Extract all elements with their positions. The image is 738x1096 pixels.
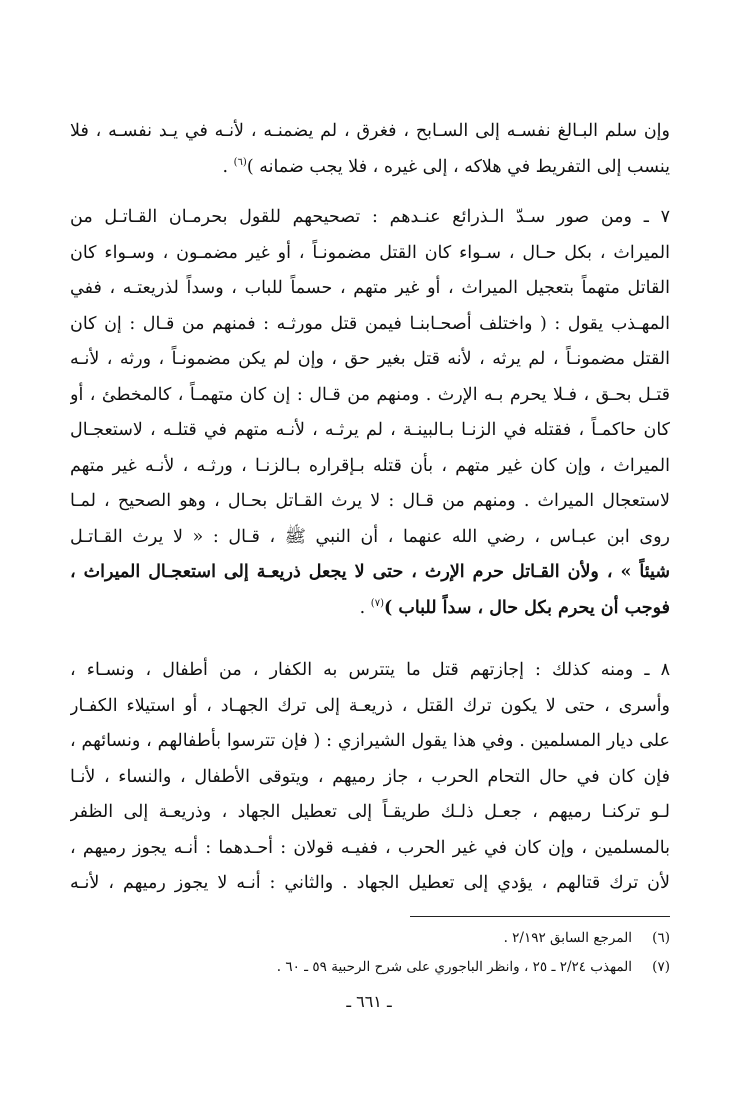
paragraph-1 (70, 114, 670, 185)
text-line: وإن سلم البـالغ نفسـه إلى السـابح ، فغرق ، لم يضمنـه ، لأنـه في يـد نفسـه ، فلا (70, 121, 670, 141)
text-line: ٨ ـ ومنه كذلك : إجازتهم قتل ما يتترس به الكفار ، من أطفال ، ونسـاء ، (70, 660, 670, 680)
text-line: على ديار المسلمين . وفي هذا يقول الشيرازي : ( فإن تترسوا بأطفالهم ، ونسائهم ، (70, 731, 670, 751)
footnote-number: (٧) (652, 959, 670, 975)
footnote-number: (٦) (652, 930, 670, 946)
footnote-text: المرجع السابق ٢/١٩٢ . (503, 930, 632, 946)
text-line: ٧ ـ ومن صور سـدّ الـذرائع عنـدهم : تصحيحهم للقول بحرمـان القـاتـل من (70, 207, 670, 227)
footnotes (70, 924, 670, 982)
text-line: لأن ترك قتالهم ، يؤدي إلى تعطيل الجهاد . والثاني : أنـه لا يجوز رميهم ، لأنـه (70, 873, 670, 893)
text-line-bold: شيئاً » ، ولأن القـاتل حرم الإرث ، حتى لا يجعل ذريعـة إلى استعجـال الميراث ، (70, 562, 670, 582)
text-line: وأسرى ، حتى لا يكون ترك القتل ، ذريعـة إلى ترك الجهـاد ، أو استيلاء الكفـار (70, 695, 670, 716)
text-line: بالمسلمين ، وإن كان في غير الحرب ، ففيـه قولان : أحـدهما : أنـه يجوز رميهم ، (70, 837, 670, 858)
footnote-ref-6: (٦) (233, 156, 247, 168)
text-line: الميراث ، بكل حـال ، سـواء كان القتل مضمونـاً ، أو غير مضمـون ، وسـواء كان (70, 242, 670, 263)
footnote-6 (70, 924, 670, 953)
text-line: لاستعجال الميراث . ومنهم من قـال : لا يرث القـاتل بحـال ، وهو الصحيح ، لمـا (70, 491, 670, 511)
text-line-bold: فوجب أن يحرم بكل حال ، سداً للباب )$^{(٧)}$ . (359, 597, 670, 618)
footnote-ref-7: (٧) (370, 597, 384, 609)
text-line: قتـل بحـق ، فـلا يحرم بـه الإرث . ومنهم من قـال : إن كان متهمـاً ، كالمخطئ ، أو (70, 384, 670, 405)
footnote-7 (70, 953, 670, 982)
text-line: كان حاكمـاً ، فقتله في الزنـا بـالبينـة ، لم يرثـه ، لأنـه متهم في قتلـه ، لاستعجـال (70, 420, 670, 440)
footnote-text: المهذب ٢/٢٤ ـ ٢٥ ، وانظر الباجوري على شرح الرحبية ٥٩ ـ ٦٠ . (276, 959, 632, 975)
text-line: فإن كان في حال التحام الحرب ، جاز رميهم ، ويتوقى الأطفال ، والنساء ، لأنـا (70, 766, 670, 787)
text-line: القتل مضمونـاً ، لم يرثه ، لأنه قتل بغير حق ، وإن لم يكن مضمونـاً ، ورثه ، لأنـه (70, 349, 670, 369)
paragraph-2 (70, 200, 670, 626)
text-line: روى ابن عبـاس ، رضي الله عنهما ، أن النبي ﷺ ، قـال : « لا يرث القـاتـل (70, 526, 670, 547)
page-number: ـ ٦٦١ ـ (346, 992, 392, 1011)
text-line: الميراث ، وإن كان غير متهم ، بأن قتله بـإقراره بـالزنـا ، ورثـه ، لأنـه غير متهم (70, 455, 670, 476)
text-line: ينسب إلى التفريط في هلاكه ، إلى غيره ، فلا يجب ضمانه )$^{(٦)}$ . (222, 156, 670, 177)
paragraph-3 (70, 653, 670, 902)
text-line: لـو تركنـا رميهم ، جعـل ذلـك طريقـاً إلى تعطيل الجهاد ، وذريعـة إلى الظفر (70, 802, 670, 822)
footnote-divider (410, 916, 670, 917)
text-line: المهـذب يقول : ( واختلف أصحـابنـا فيمن قتل مورثـه : فمنهم من قـال : إن كان (70, 313, 670, 334)
text-line: القاتل متهماً بتعجيل الميراث ، أو غير متهم ، حسماً للباب ، وسداً لذريعتـه ، ففي (70, 278, 670, 298)
